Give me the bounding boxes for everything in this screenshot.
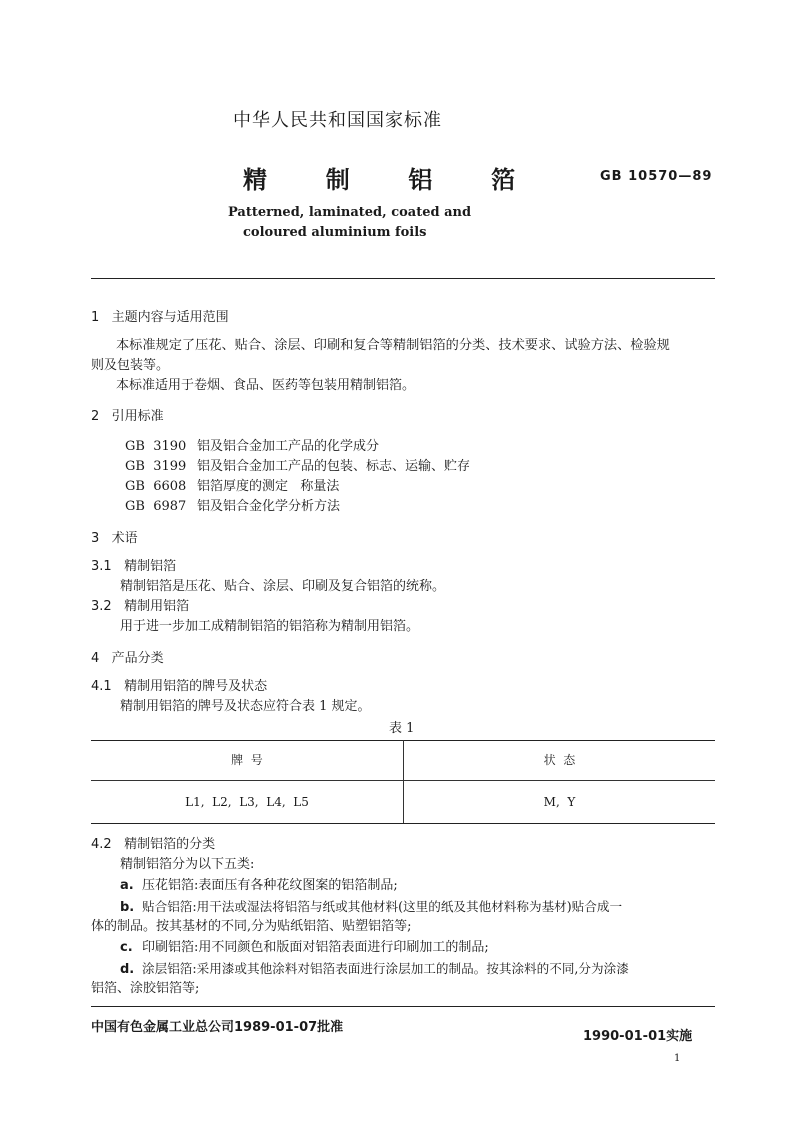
section3-2-heading: 3.2 精制用铝箔 <box>91 599 190 614</box>
doc-title: 精 制 铝 箔 <box>243 166 530 194</box>
org-title: 中华人民共和国国家标准 <box>233 110 442 131</box>
item-text: 印刷铝箔:用不同颜色和版面对铝箔表面进行印刷加工的制品; <box>142 940 489 955</box>
reference-title: 铝及铝合金加工产品的包装、标志、运输、贮存 <box>197 459 471 474</box>
header-divider <box>91 278 715 279</box>
section3-1-heading: 3.1 精制铝箔 <box>91 559 177 574</box>
item-marker: c. <box>120 940 133 955</box>
list-item-c <box>120 938 489 957</box>
reference-code: GB 6608 <box>125 479 187 494</box>
footer-divider <box>91 1006 715 1007</box>
english-title-line2: coloured aluminium foils <box>243 225 427 240</box>
reference-code: GB 3190 <box>125 439 187 454</box>
reference-item <box>125 437 379 456</box>
table-header-grade: 牌 号 <box>231 753 263 767</box>
section4-2-intro: 精制铝箔分为以下五类: <box>120 857 255 872</box>
item-text: 贴合铝箔:用干法或湿法将铝箔与纸或其他材料(这里的纸及其他材料称为基材)贴合成一 <box>142 899 623 914</box>
section1-para1-line1: 本标准规定了压花、贴合、涂层、印刷和复合等精制铝箔的分类、技术要求、试验方法、检验规 <box>116 338 670 353</box>
table-cell-grades: L1, L2, L3, L4, L5 <box>185 795 309 809</box>
reference-code: GB 3199 <box>125 459 187 474</box>
page-number: 1 <box>674 1053 681 1064</box>
reference-title: 铝及铝合金化学分析方法 <box>197 499 341 514</box>
list-item-d <box>120 959 629 979</box>
reference-item <box>125 457 470 476</box>
english-title-line1: Patterned, laminated, coated and <box>228 205 472 220</box>
doc-number: GB 10570—89 <box>600 169 713 184</box>
reference-item <box>125 497 340 516</box>
section1-para1-line2: 则及包装等。 <box>91 358 170 373</box>
section2-heading: 2 引用标准 <box>91 409 164 424</box>
reference-item <box>125 477 339 496</box>
section4-1-heading: 4.1 精制用铝箔的牌号及状态 <box>91 679 268 694</box>
list-item-a <box>120 876 398 895</box>
approval-line: 中国有色金属工业总公司1989-01-07批准 <box>91 1020 344 1035</box>
implementation-date: 1990-01-01实施 <box>583 1029 693 1044</box>
list-item-b-continuation: 体的制品。按其基材的不同,分为贴纸铝箔、贴塑铝箔等; <box>91 919 412 934</box>
section4-1-text: 精制用铝箔的牌号及状态应符合表 1 规定。 <box>120 699 371 714</box>
item-marker: b. <box>120 900 135 915</box>
table-bottom-border <box>91 823 715 824</box>
item-marker: d. <box>120 962 135 977</box>
section3-2-text: 用于进一步加工成精制铝箔的铝箔称为精制用铝箔。 <box>120 619 420 634</box>
reference-title: 铝箔厚度的测定 称量法 <box>197 479 340 494</box>
section1-para2: 本标准适用于卷烟、食品、医药等包装用精制铝箔。 <box>116 378 416 393</box>
item-text: 涂层铝箔:采用漆或其他涂料对铝箔表面进行涂层加工的制品。按其涂料的不同,分为涂漆 <box>142 961 629 976</box>
table-caption: 表 1 <box>389 721 415 736</box>
list-item-b <box>120 897 622 917</box>
table-header-temper: 状 态 <box>543 753 576 767</box>
table-cell-tempers: M, Y <box>543 795 576 809</box>
section3-1-text: 精制铝箔是压花、贴合、涂层、印刷及复合铝箔的统称。 <box>120 579 446 594</box>
list-item-d-continuation: 铝箔、涂胶铝箔等; <box>91 981 200 996</box>
section1-heading: 1 主题内容与适用范围 <box>91 310 229 325</box>
section3-heading: 3 术语 <box>91 531 138 546</box>
item-marker: a. <box>120 878 134 893</box>
reference-code: GB 6987 <box>125 499 187 514</box>
item-text: 压花铝箔:表面压有各种花纹图案的铝箔制品; <box>142 878 398 893</box>
section4-heading: 4 产品分类 <box>91 651 164 666</box>
section4-2-heading: 4.2 精制铝箔的分类 <box>91 837 216 852</box>
reference-title: 铝及铝合金加工产品的化学成分 <box>197 439 380 454</box>
